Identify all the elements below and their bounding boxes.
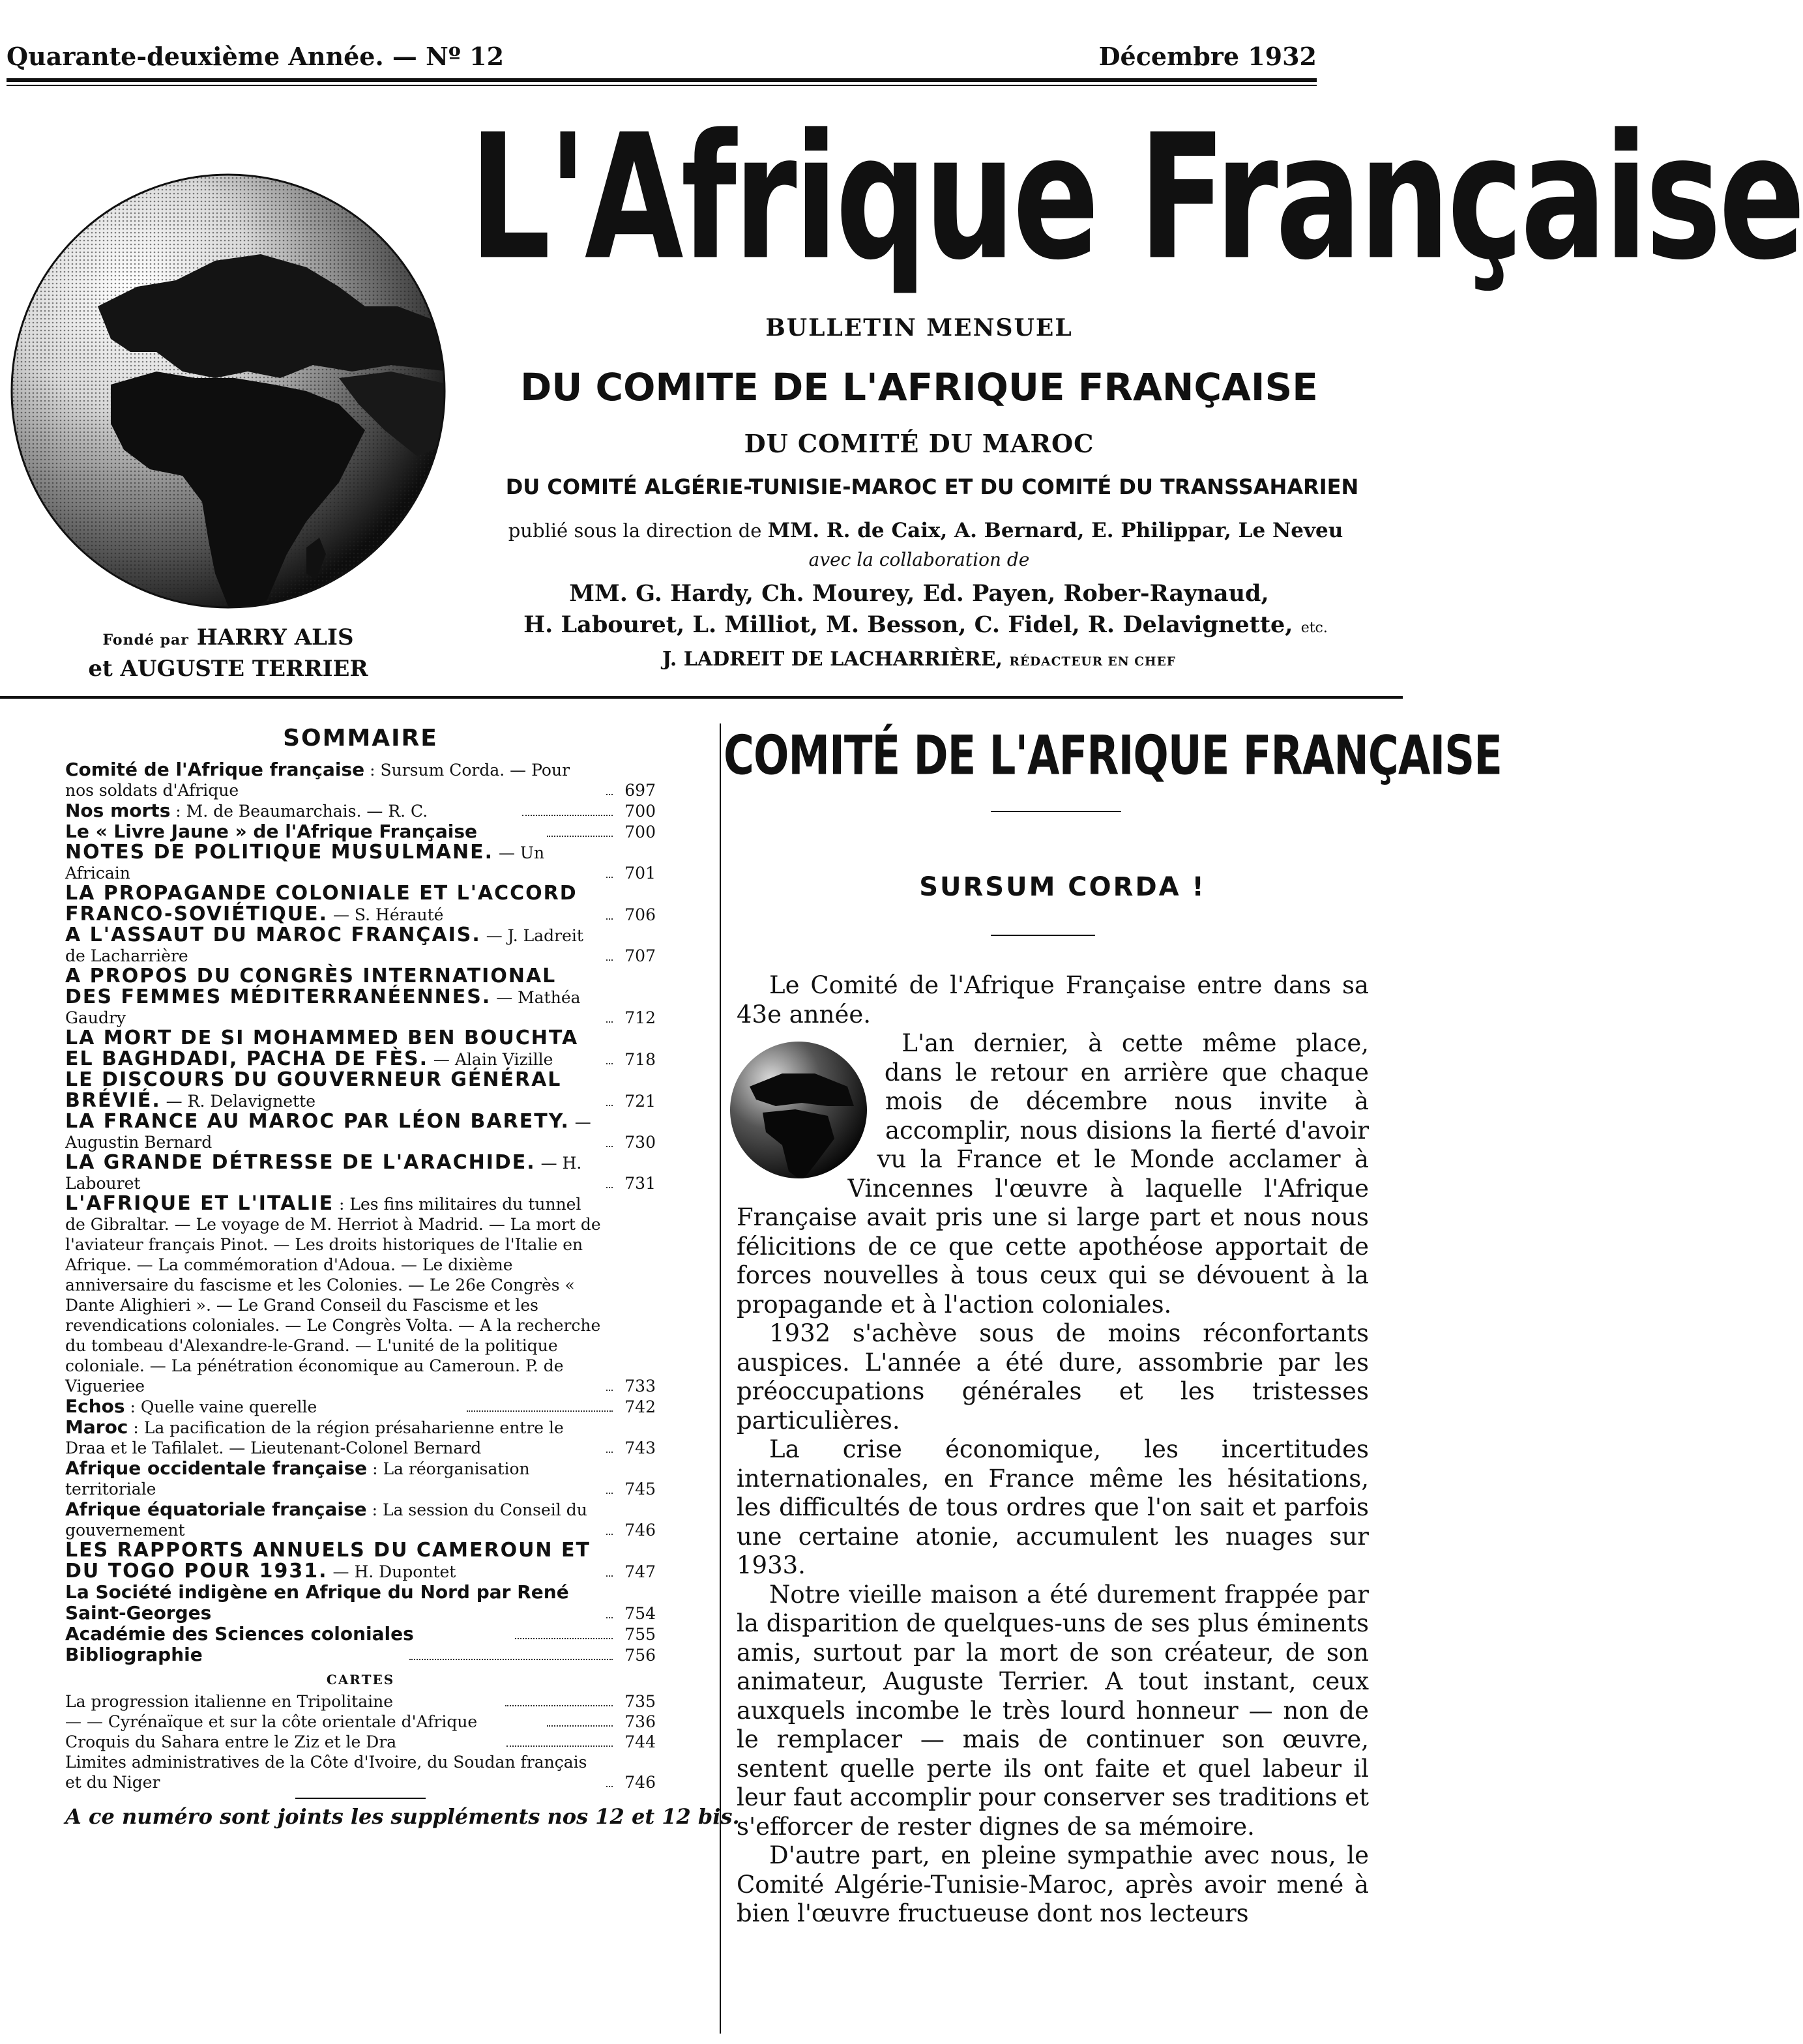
- toc-entry: [65, 1417, 656, 1458]
- toc-entry-text: [65, 821, 543, 842]
- toc-entry-text: [65, 1417, 602, 1458]
- toc-entry: [65, 1396, 656, 1417]
- carte-entry-text: Croquis du Sahara entre le Ziz et le Dra: [65, 1732, 397, 1751]
- toc-entry: [65, 821, 656, 842]
- toc-entry-text: [65, 1111, 602, 1152]
- carte-entry: [65, 1752, 656, 1792]
- toc-leader-dots: [467, 1410, 613, 1412]
- toc-page-number: 743: [624, 1438, 656, 1457]
- toc-leader-dots: [606, 1105, 613, 1106]
- toc-leader-dots: [606, 1063, 613, 1064]
- carte-leader-dots: [505, 1705, 613, 1706]
- maroc-subtitle: DU COMITÉ DU MAROC: [744, 429, 1094, 458]
- title-rule: [991, 935, 1095, 936]
- toc-entry-heading: LA MORT DE SI MOHAMMED BEN BOUCHTA EL BAGHDADI, PACHA DE FÈS.: [65, 1027, 579, 1070]
- founders: [0, 623, 456, 683]
- toc-entry-heading: Le « Livre Jaune » de l'Afrique Française: [65, 821, 478, 842]
- founder-1: HARRY ALIS: [196, 624, 354, 650]
- toc-entry-detail: : La session du Conseil du gouvernement: [65, 1500, 587, 1540]
- toc-entry-text: [65, 1152, 602, 1193]
- small-globe-illustration: [724, 1034, 873, 1186]
- top-rule-thin: [7, 85, 1317, 86]
- carte-page-number: 746: [624, 1773, 656, 1792]
- supplements-note: A ce numéro sont joints les suppléments nos 12 et 12 bis.: [65, 1804, 740, 1829]
- toc-entry: [65, 1070, 656, 1111]
- toc-entry: [65, 759, 656, 800]
- toc-entry: [65, 1624, 656, 1644]
- toc-entry-detail: — R. Delavignette: [160, 1092, 315, 1111]
- toc-page-number: 746: [624, 1521, 656, 1540]
- toc-entry-detail: — S. Hérauté: [328, 905, 444, 924]
- redacteur-name: J. LADREIT DE LACHARRIÈRE,: [662, 648, 1003, 671]
- carte-page-number: 736: [624, 1712, 656, 1731]
- toc-entry-heading: LES RAPPORTS ANNUELS DU CAMEROUN ET DU TOGO POUR 1931.: [65, 1539, 591, 1583]
- toc-entry-text: [65, 1624, 511, 1644]
- carte-page-number: 744: [624, 1732, 656, 1751]
- toc-leader-dots: [515, 1638, 613, 1639]
- toc-entry-heading: Académie des Sciences coloniales: [65, 1623, 414, 1644]
- toc-leader-dots: [606, 1534, 613, 1535]
- toc-entry-text: [65, 1644, 405, 1665]
- toc-entry-heading: Nos morts: [65, 800, 171, 821]
- toc-entry: [65, 1582, 656, 1624]
- toc-entry-heading: LE DISCOURS DU GOUVERNEUR GÉNÉRAL BRÉVIÉ.: [65, 1068, 562, 1112]
- toc-entry-text: [65, 1499, 602, 1540]
- toc-entry-text: [65, 966, 602, 1028]
- collaborators-line-1: MM. G. Hardy, Ch. Mourey, Ed. Payen, Rober-Raynaud,: [569, 580, 1269, 607]
- direction-names: MM. R. de Caix, A. Bernard, E. Philippar, Le Neveu: [767, 519, 1343, 542]
- table-of-contents: [65, 725, 740, 1829]
- toc-entry-heading: A PROPOS DU CONGRÈS INTERNATIONAL DES FEMMES MÉDITERRANÉENNES.: [65, 965, 557, 1008]
- toc-page-number: 755: [624, 1625, 656, 1644]
- toc-page-number: 747: [624, 1562, 656, 1581]
- toc-page-number: 756: [624, 1646, 656, 1665]
- toc-entry: [65, 800, 656, 821]
- toc-leader-dots: [606, 1452, 613, 1453]
- founded-prefix: Fondé par: [102, 632, 189, 649]
- cartes-list: [65, 1691, 656, 1792]
- article-body: [737, 971, 1369, 1929]
- toc-page-number: 700: [624, 802, 656, 821]
- algerie-subtitle: DU COMITÉ ALGÉRIE-TUNISIE-MAROC ET DU COMITÉ DU TRANSSAHARIEN: [505, 474, 1359, 499]
- toc-leader-dots: [522, 815, 613, 816]
- toc-leader-dots: [606, 794, 613, 795]
- toc-entry-detail: : Les fins militaires du tunnel de Gibraltar. — Le voyage de M. Herriot à Madrid. — La mort de l'aviateur français Pinot. — Les droits historiques de l'Italie en Afrique. — La commémoration d'Adoua. — Le dixième anniversaire du fascisme et les Colonies. — Le 26e Congrès « Dante Alighieri ». — Le Grand Conseil du Fascisme et les revendications coloniales. — Le Congrès Volta. — A la recherche du tombeau d'Alexandre-le-Grand. — L'unité de la politique coloniale. — La pénétration économique au Cameroun. P. de Vigueriee: [65, 1195, 601, 1395]
- toc-entry-detail: — Augustin Bernard: [65, 1113, 591, 1152]
- toc-entry-heading: La Société indigène en Afrique du Nord par René Saint-Georges: [65, 1581, 569, 1624]
- carte-entry: [65, 1732, 656, 1752]
- collaborators-names: H. Labouret, L. Milliot, M. Besson, C. Fidel, R. Delavignette,: [523, 611, 1293, 638]
- section-heading: COMITÉ DE L'AFRIQUE FRANÇAISE: [724, 725, 1502, 788]
- toc-entry-heading: LA FRANCE AU MAROC PAR LÉON BARETY.: [65, 1110, 570, 1133]
- toc-leader-dots: [606, 877, 613, 878]
- collaborators-line-2: [482, 611, 1369, 638]
- toc-entry-text: [65, 1582, 602, 1624]
- article-paragraph-4: La crise économique, les incertitudes internationales, en France même les hésitations, les difficultés de tous ordres que l'on sait et parfois une certaine atonie, accumulent les nuages sur 1933.: [737, 1435, 1369, 1579]
- toc-page-number: 745: [624, 1480, 656, 1498]
- issue-strip: [7, 42, 1317, 81]
- toc-leader-dots: [409, 1659, 613, 1660]
- globe-illustration: [0, 156, 456, 613]
- direction-prefix: publié sous la direction de: [508, 519, 762, 542]
- toc-leader-dots: [606, 1617, 613, 1618]
- toc-list: [65, 759, 656, 1665]
- toc-entry-text: [65, 1193, 602, 1396]
- redacteur-line: [469, 648, 1369, 671]
- toc-page-number: 742: [624, 1397, 656, 1416]
- toc-leader-dots: [606, 1146, 613, 1147]
- toc-entry-text: [65, 759, 602, 800]
- bulletin-subtitle: BULLETIN MENSUEL: [765, 314, 1073, 342]
- toc-leader-dots: [606, 1575, 613, 1577]
- toc-entry-text: [65, 883, 602, 925]
- toc-entry-heading: LA GRANDE DÉTRESSE DE L'ARACHIDE.: [65, 1151, 536, 1174]
- column-divider: [720, 723, 721, 2034]
- toc-page-number: 697: [624, 781, 656, 800]
- toc-entry-text: [65, 1028, 602, 1070]
- toc-entry: [65, 966, 656, 1028]
- toc-entry-detail: — H. Labouret: [65, 1154, 582, 1193]
- toc-entry-detail: : La réorganisation territoriale: [65, 1459, 530, 1498]
- toc-entry-heading: Maroc: [65, 1416, 128, 1438]
- carte-entry-text: — — Cyrénaïque et sur la côte orientale d'Afrique: [65, 1712, 478, 1731]
- toc-leader-dots: [606, 918, 613, 920]
- carte-leader-dots: [606, 1786, 613, 1787]
- cartes-title: CARTES: [326, 1672, 395, 1687]
- toc-page-number: 754: [624, 1604, 656, 1623]
- toc-entry-heading: Afrique équatoriale française: [65, 1498, 367, 1520]
- toc-entry-heading: Comité de l'Afrique française: [65, 759, 365, 780]
- toc-entry-detail: : M. de Beaumarchais. — R. C.: [170, 802, 428, 821]
- issue-date: Décembre 1932: [1098, 42, 1317, 71]
- toc-page-number: 712: [624, 1008, 656, 1027]
- toc-entry-heading: A L'ASSAUT DU MAROC FRANÇAIS.: [65, 924, 481, 946]
- toc-entry: [65, 1499, 656, 1540]
- toc-page-number: 718: [624, 1050, 656, 1069]
- toc-entry-detail: — Mathéa Gaudry: [65, 988, 581, 1027]
- top-rule: [7, 78, 1317, 82]
- toc-entry-text: [65, 1540, 602, 1582]
- toc-entry: [65, 1193, 656, 1396]
- toc-page-number: 706: [624, 905, 656, 924]
- direction-line: [482, 519, 1369, 542]
- toc-entry-heading: L'AFRIQUE ET L'ITALIE: [65, 1192, 334, 1215]
- carte-entry: [65, 1691, 656, 1712]
- toc-entry: [65, 1111, 656, 1152]
- toc-leader-dots: [547, 836, 613, 837]
- toc-entry-detail: : Sursum Corda. — Pour nos soldats d'Afrique: [65, 761, 570, 800]
- toc-entry: [65, 842, 656, 883]
- toc-entry-text: [65, 800, 518, 821]
- article-paragraph-5: Notre vieille maison a été durement frappée par la disparition de quelques-uns de ses plus éminents amis, surtout par la mort de son créateur, de son animateur, Auguste Terrier. A tout instant, ceux auxquels incombe le très lourd honneur — non de le remplacer — mais de continuer son œuvre, sentent quelle perte ils ont faite et quel labeur il leur faut accomplir pour conserver ses traditions et s'efforcer de rester dignes de sa mémoire.: [737, 1580, 1369, 1841]
- toc-entry: [65, 1540, 656, 1582]
- toc-page-number: 733: [624, 1377, 656, 1395]
- toc-entry-detail: : Quelle vaine querelle: [125, 1397, 317, 1416]
- redacteur-role: RÉDACTEUR EN CHEF: [1009, 655, 1176, 669]
- carte-page-number: 735: [624, 1692, 656, 1711]
- carte-leader-dots: [506, 1745, 613, 1747]
- toc-page-number: 700: [624, 823, 656, 841]
- toc-page-number: 730: [624, 1133, 656, 1152]
- toc-entry: [65, 1644, 656, 1665]
- carte-leader-dots: [547, 1725, 613, 1727]
- toc-entry-detail: — H. Dupontet: [327, 1562, 456, 1581]
- toc-page-number: 721: [624, 1092, 656, 1111]
- toc-entry-heading: Echos: [65, 1395, 125, 1417]
- toc-leader-dots: [606, 1021, 613, 1023]
- toc-page-number: 707: [624, 946, 656, 965]
- supplements-rule: [295, 1798, 426, 1799]
- masthead-rule: [0, 696, 1403, 699]
- collaboration-line: avec la collaboration de: [808, 549, 1030, 570]
- masthead-title: L'Afrique Française: [469, 98, 1803, 299]
- toc-entry: [65, 1152, 656, 1193]
- toc-leader-dots: [606, 1493, 613, 1494]
- carte-entry-text: Limites administratives de la Côte d'Ivoire, du Soudan français et du Niger: [65, 1753, 587, 1792]
- toc-entry-text: [65, 842, 602, 883]
- founder-2: et AUGUSTE TERRIER: [88, 656, 368, 682]
- toc-leader-dots: [606, 1390, 613, 1391]
- toc-page-number: 731: [624, 1174, 656, 1193]
- toc-entry-text: [65, 1458, 602, 1499]
- toc-entry-heading: NOTES DE POLITIQUE MUSULMANE.: [65, 841, 494, 864]
- toc-entry-detail: — Un Africain: [65, 843, 545, 883]
- toc-entry-text: [65, 925, 602, 966]
- toc-entry-heading: Bibliographie: [65, 1644, 203, 1665]
- toc-entry-detail: — Alain Vizille: [428, 1050, 553, 1069]
- toc-entry-text: [65, 1070, 602, 1111]
- article-title: SURSUM CORDA !: [919, 872, 1206, 902]
- toc-page-number: 701: [624, 864, 656, 883]
- heading-rule: [991, 811, 1121, 812]
- toc-entry-detail: : La pacification de la région présaharienne entre le Draa et le Tafilalet. — Lieutenant-Colonel Bernard: [65, 1418, 564, 1457]
- toc-entry-heading: Afrique occidentale française: [65, 1457, 368, 1479]
- toc-entry: [65, 1028, 656, 1070]
- collaborators-etc: etc.: [1300, 620, 1328, 636]
- issue-number: Quarante-deuxième Année. — Nº 12: [7, 42, 505, 71]
- toc-leader-dots: [606, 959, 613, 961]
- sommaire-title: SOMMAIRE: [283, 725, 438, 752]
- toc-entry: [65, 1458, 656, 1499]
- toc-entry: [65, 925, 656, 966]
- article-paragraph-3: 1932 s'achève sous de moins réconfortants auspices. L'année a été dure, assombrie par les préoccupations générales et les tristesses particulières.: [737, 1319, 1369, 1435]
- comite-subtitle: DU COMITE DE L'AFRIQUE FRANÇAISE: [520, 365, 1318, 409]
- toc-entry-heading: LA PROPAGANDE COLONIALE ET L'ACCORD FRANCO-SOVIÉTIQUE.: [65, 882, 578, 926]
- article-paragraph-6: D'autre part, en pleine sympathie avec nous, le Comité Algérie-Tunisie-Maroc, après avoir mené à bien l'œuvre fructueuse dont nos lecteurs: [737, 1841, 1369, 1927]
- toc-entry-detail: — J. Ladreit de Lacharrière: [65, 926, 583, 965]
- article-paragraph-1: Le Comité de l'Afrique Française entre dans sa 43e année.: [737, 971, 1369, 1029]
- carte-entry-text: La progression italienne en Tripolitaine: [65, 1692, 393, 1711]
- toc-leader-dots: [606, 1187, 613, 1188]
- toc-entry-text: [65, 1396, 463, 1417]
- article-paragraph-2: L'an dernier, à cette même place, dans le retour en arrière que chaque mois de décembre nous invite à accomplir, nous disions la fierté d'avoir vu la France et le Monde acclamer à Vincennes l'œuvre à laquelle l'Afrique Française avait pris une si large part et nous nous félicitions de ce que cette apothéose apportait de forces nouvelles à tous ceux qui se dévouent à la propagande et à l'action coloniales.: [737, 1029, 1369, 1319]
- carte-entry: [65, 1712, 656, 1732]
- toc-entry: [65, 883, 656, 925]
